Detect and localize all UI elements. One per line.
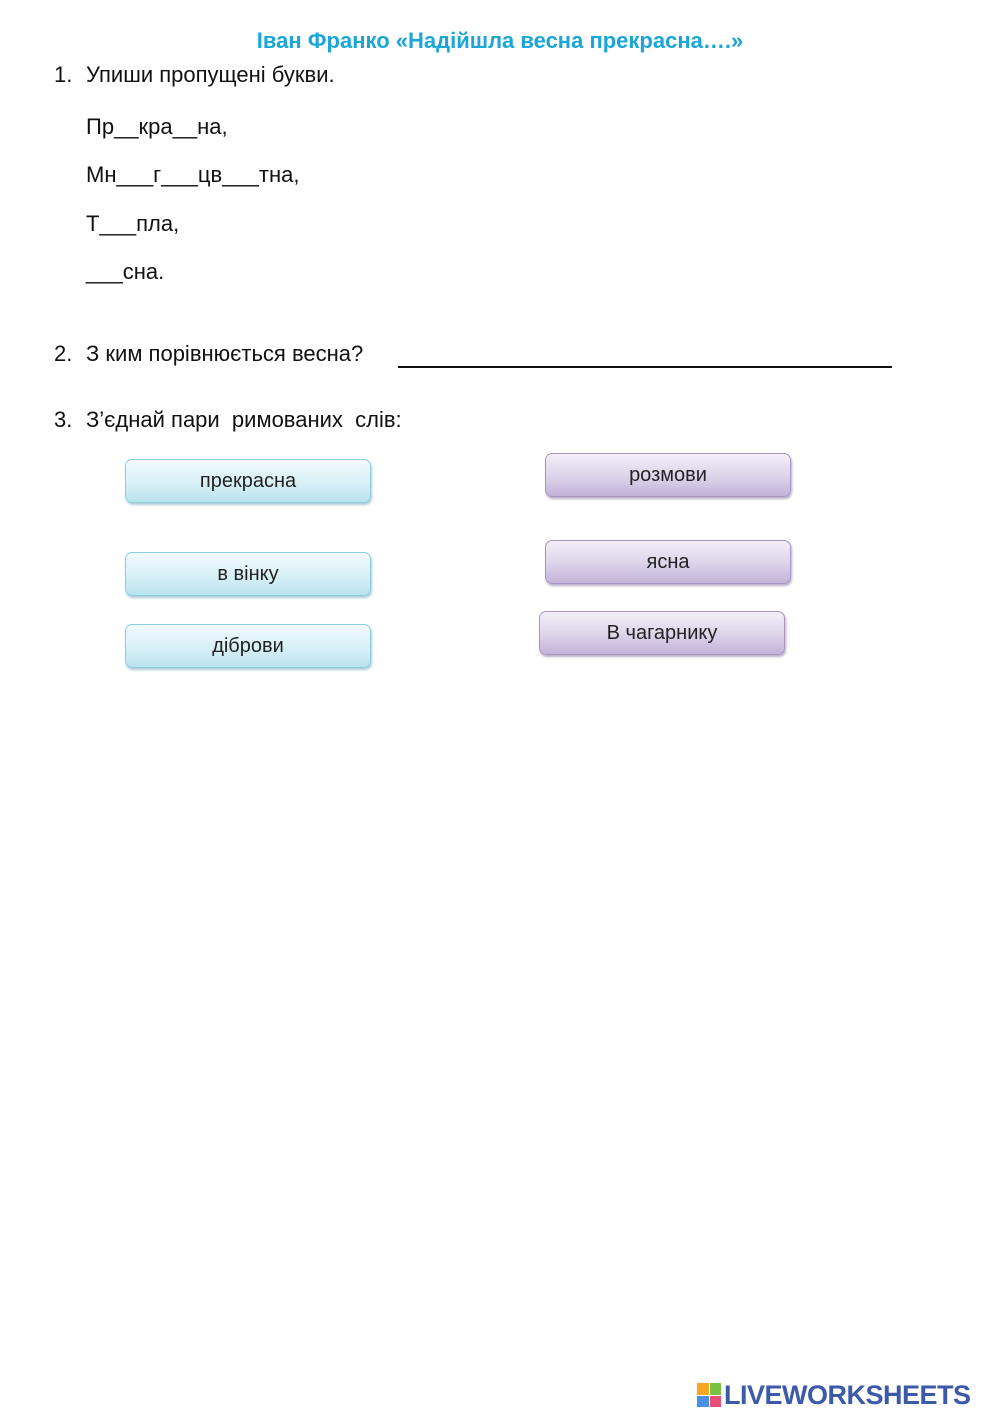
liveworksheets-logo-icon	[697, 1383, 721, 1407]
match-right-yasna[interactable]: ясна	[545, 540, 791, 584]
question-2-text: З ким порівнюється весна?	[86, 341, 364, 366]
match-right-rozmovy[interactable]: розмови	[545, 453, 791, 497]
match-right-v-chaharnyku[interactable]: В чагарнику	[539, 611, 785, 655]
liveworksheets-logo-text: LIVEWORKSHEETS	[724, 1379, 971, 1410]
question-3-text: З’єднай пари римованих слів:	[86, 407, 402, 432]
gap-word-3[interactable]: Т___пла,	[86, 211, 180, 236]
question-2-number: 2.	[54, 341, 73, 366]
gap-word-4[interactable]: ___сна.	[86, 259, 165, 284]
question-1-text: Упиши пропущені букви.	[86, 62, 335, 87]
gap-word-1[interactable]: Пр__кра__на,	[86, 114, 228, 139]
match-left-prekrasna[interactable]: прекрасна	[125, 459, 371, 503]
question-2-answer-field[interactable]	[398, 366, 892, 368]
match-left-dibrovy[interactable]: діброви	[125, 624, 371, 668]
question-1-number: 1.	[54, 62, 73, 87]
worksheet-title: Іван Франко «Надійшла весна прекрасна….»	[256, 28, 744, 53]
gap-word-2[interactable]: Мн___г___цв___тна,	[86, 162, 300, 187]
question-3-number: 3.	[54, 407, 73, 432]
liveworksheets-logo	[697, 1380, 971, 1410]
match-left-v-vinku[interactable]: в вінку	[125, 552, 371, 596]
